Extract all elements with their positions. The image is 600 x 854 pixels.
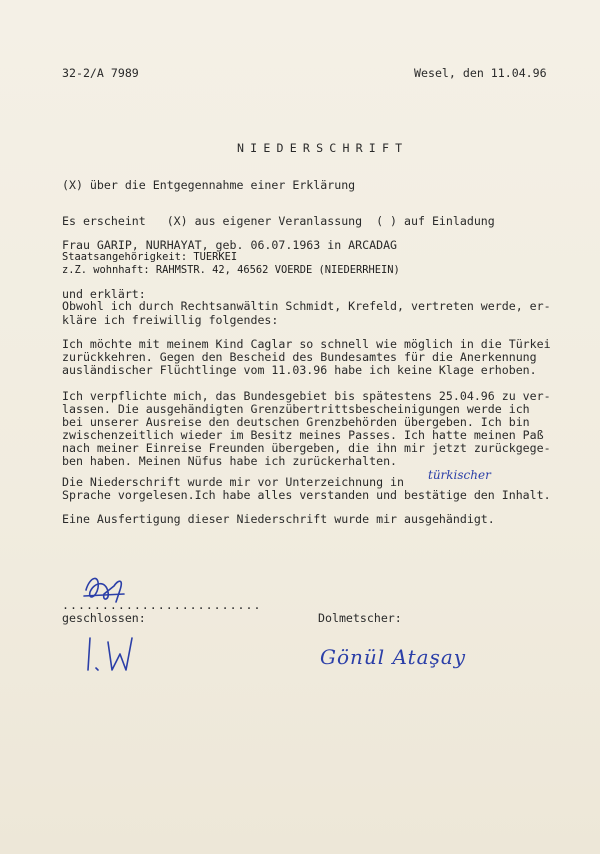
paragraph-line: nach meiner Einreise Freunden übergeben, die ihn mir jetzt zurückgege- <box>62 441 551 455</box>
paragraph-line: lassen. Die ausgehändigten Grenzübertrittsbescheinigungen werde ich <box>62 402 530 416</box>
reference-number: 32-2/A 7989 <box>62 66 139 80</box>
paragraph-line: zwischenzeitlich wieder im Besitz meines Passes. Ich hatte meinen Paß <box>62 428 544 442</box>
paragraph-line: Ich möchte mit meinem Kind Caglar so schnell wie möglich in die Türkei <box>62 337 551 351</box>
paragraph-line: zurückkehren. Gegen den Bescheid des Bundesamtes für die Anerkennung <box>62 350 537 364</box>
declares-line: Obwohl ich durch Rechtsanwältin Schmidt, Krefeld, vertreten werde, er- <box>62 299 551 313</box>
place-date: Wesel, den 11.04.96 <box>414 66 547 80</box>
document-title: NIEDERSCHRIFT <box>237 141 409 155</box>
handwritten-language: türkischer <box>428 468 491 482</box>
paragraph-line: Die Niederschrift wurde mir vor Unterzeichnung in <box>62 475 405 489</box>
signature-dotted-line: ......................... <box>62 598 262 612</box>
paragraph-line: bei unserer Ausreise den deutschen Grenzbehörden übergeben. Ich bin <box>62 415 530 429</box>
interpreter-signature: Gönül Ataşay <box>320 645 467 669</box>
residence-line: z.Z. wohnhaft: RAHMSTR. 42, 46562 VOERDE (NIEDERRHEIN) <box>62 264 400 276</box>
declares-line: kläre ich freiwillig folgendes: <box>62 313 279 327</box>
subject-line: (X) über die Entgegennahme einer Erklärung <box>62 178 356 192</box>
initials-signature <box>80 570 130 610</box>
paragraph-line: Eine Ausfertigung dieser Niederschrift wurde mir ausgehändigt. <box>62 512 495 526</box>
closed-label: geschlossen: <box>62 611 146 625</box>
interpreter-label: Dolmetscher: <box>318 611 402 625</box>
paragraph-line: Sprache vorgelesen.Ich habe alles verstanden und bestätige den Inhalt. <box>62 488 551 502</box>
paragraph-line: ausländischer Flüchtlinge vom 11.03.96 habe ich keine Klage erhoben. <box>62 363 537 377</box>
person-name-line: Frau GARIP, NURHAYAT, geb. 06.07.1963 in ARCADAG <box>62 238 398 252</box>
paragraph-line: Ich verpflichte mich, das Bundesgebiet bis spätestens 25.04.96 zu ver- <box>62 389 551 403</box>
declares-heading: und erklärt: <box>62 287 146 301</box>
nationality-line: Staatsangehörigkeit: TUERKEI <box>62 251 238 263</box>
appearance-line: Es erscheint (X) aus eigener Veranlassung ( ) auf Einladung <box>62 214 495 228</box>
officer-signature <box>80 630 160 680</box>
paragraph-line: ben haben. Meinen Nüfus habe ich zurückerhalten. <box>62 454 398 468</box>
